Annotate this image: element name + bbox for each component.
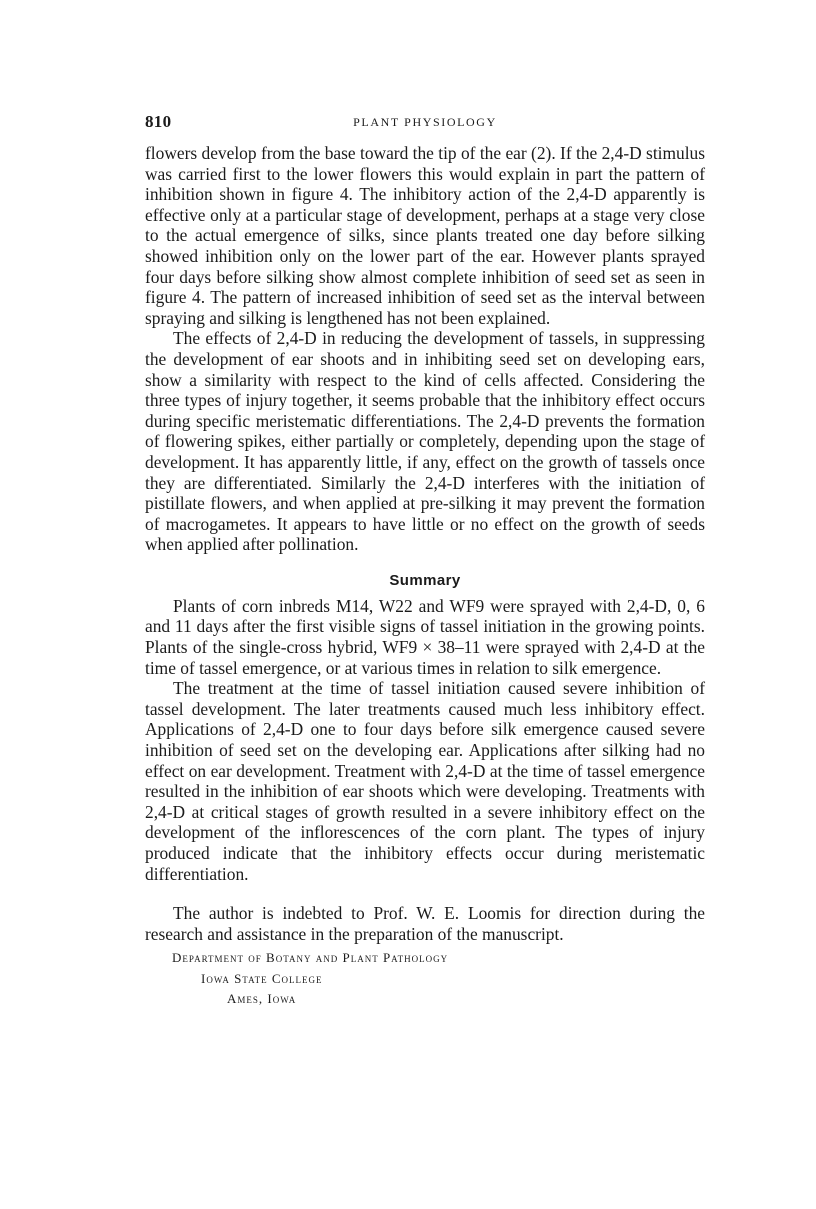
- running-head: PLANT PHYSIOLOGY: [353, 115, 497, 129]
- affiliation-department: Department of Botany and Plant Pathology: [172, 950, 449, 966]
- summary-paragraph-methods: Plants of corn inbreds M14, W22 and WF9 were sprayed with 2,4-D, 0, 6 and 11 days after the first visible signs of tassel initiation in the growing points. Plants of the single-cross hybrid, WF9 × 38–11 were sprayed with 2,4-D at the time of tassel emergence, or at various times in relation to silk emergence.: [145, 595, 705, 678]
- body-paragraph-continued: flowers develop from the base toward the tip of the ear (2). If the 2,4-D stimulus was carried first to the lower flowers this would explain in part the pattern of inhibition shown in figure 4. The inhibitory action of the 2,4-D apparently is effective only at a particular stage of development, perhaps at a stage very close to the actual emergence of silks, since plants treated one day before silking showed inhibition only on the lower part of the ear. However plants sprayed four days before silking show almost complete inhibition of seed set as seen in figure 4. The pattern of increased inhibition of seed set as the interval between spraying and silking is lengthened has not been explained.: [145, 143, 705, 328]
- affiliation-college: Iowa State College: [201, 970, 323, 986]
- page-header: [145, 112, 705, 134]
- summary-heading: Summary: [389, 571, 461, 589]
- article-body: [145, 143, 705, 1010]
- page-number: 810: [145, 112, 172, 131]
- summary-paragraph-results: The treatment at the time of tassel initiation caused severe inhibition of tassel development. The later treatments caused much less inhibitory effect. Applications of 2,4-D one to four days before silk emergence caused severe inhibition of seed set on the developing ear. Applications after silking had no effect on ear development. Treatment with 2,4-D at the time of tassel emergence resulted in the inhibition of ear shoots which were developing. Treatments with 2,4-D at critical stages of growth resulted in a severe inhibitory effect on the development of the inflorescences of the corn plant. The types of injury produced indicate that the inhibitory effects occur during meristematic differentiation.: [145, 678, 705, 884]
- body-paragraph-discussion: The effects of 2,4-D in reducing the development of tassels, in suppressing the development of ear shoots and in inhibiting seed set on developing ears, show a similarity with respect to the kind of cells affected. Considering the three types of injury together, it seems probable that the inhibitory effect occurs during specific meristematic differentiations. The 2,4-D prevents the formation of flowering spikes, either partially or completely, depending upon the stage of development. It has apparently little, if any, effect on the growth of tassels once they are differentiated. Similarly the 2,4-D interferes with the initiation of pistillate flowers, and when applied at pre-silking it may prevent the formation of macrogametes. It appears to have little or no effect on the growth of seeds when applied after pollination.: [145, 328, 705, 555]
- affiliation-city: Ames, Iowa: [227, 991, 297, 1007]
- author-affiliation: [145, 948, 705, 1010]
- acknowledgment: The author is indebted to Prof. W. E. Loomis for direction during the research and assistance in the preparation of the manuscript.: [145, 903, 705, 944]
